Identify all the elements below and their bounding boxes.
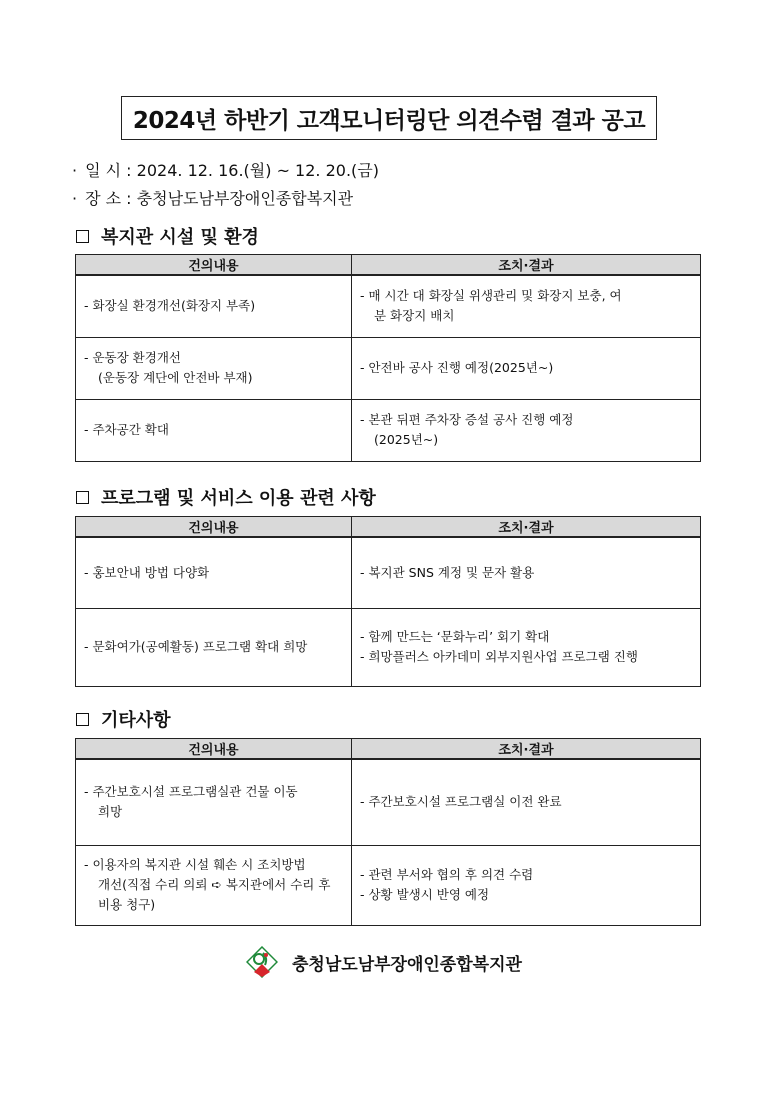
cell-line: - 운동장 환경개선 xyxy=(84,350,181,365)
page-title: 2024년 하반기 고객모니터링단 의견수렴 결과 공고 xyxy=(121,96,657,140)
table-row xyxy=(76,337,701,399)
footer-org xyxy=(246,946,522,978)
action-cell xyxy=(352,275,701,337)
section-heading-text: 기타사항 xyxy=(101,710,171,731)
column-header-suggestion: 건의내용 xyxy=(76,255,352,276)
cell-line: - 문화여가(공예활동) 프로그램 확대 희망 xyxy=(84,639,308,654)
column-header-suggestion: 건의내용 xyxy=(76,517,352,538)
cell-line: - 매 시간 대 화장실 위생관리 및 화장지 보충, 여 xyxy=(360,288,622,304)
column-header-action: 조치·결과 xyxy=(352,517,701,538)
column-header-action: 조치·결과 xyxy=(352,739,701,760)
table-row xyxy=(76,845,701,925)
place-label: 장 소 : xyxy=(85,189,132,208)
action-cell xyxy=(352,845,701,925)
bullet-dot: · xyxy=(72,161,78,180)
cell-line: 분 화장지 배치 xyxy=(374,308,455,324)
suggestion-cell xyxy=(76,399,352,461)
cell-line: - 주간보호시설 프로그램실관 건물 이동 xyxy=(84,784,298,800)
action-cell xyxy=(352,759,701,845)
cell-line: - 상황 발생시 반영 예정 xyxy=(360,887,490,902)
section-heading-etc xyxy=(76,706,171,732)
cell-line: - 함께 만드는 ‘문화누리’ 회기 확대 xyxy=(360,629,550,644)
section-heading-program xyxy=(76,484,376,510)
cell-line: - 관련 부서와 협의 후 의견 수렴 xyxy=(360,867,534,882)
table-row xyxy=(76,275,701,337)
cell-line: - 복지관 SNS 계정 및 문자 활용 xyxy=(360,564,535,580)
checkbox-square-icon xyxy=(76,230,89,243)
cell-line: - 홍보안내 방법 다양화 xyxy=(84,564,210,580)
footer-org-name: 충청남도남부장애인종합복지관 xyxy=(292,954,522,975)
cell-line: - 주간보호시설 프로그램실 이전 완료 xyxy=(360,794,562,810)
checkbox-square-icon xyxy=(76,491,89,504)
section-heading-text: 복지관 시설 및 환경 xyxy=(101,227,259,248)
date-label: 일 시 : xyxy=(85,161,132,180)
column-header-action: 조치·결과 xyxy=(352,255,701,276)
suggestion-cell xyxy=(76,337,352,399)
cell-line: 희망 xyxy=(98,804,123,820)
facility-table xyxy=(75,254,701,462)
date-value: 2024. 12. 16.(월) ~ 12. 20.(금) xyxy=(136,161,379,180)
place-value: 충청남도남부장애인종합복지관 xyxy=(136,189,354,208)
etc-table xyxy=(75,738,701,926)
cell-line: - 이용자의 복지관 시설 훼손 시 조치방법 xyxy=(84,857,306,872)
suggestion-cell xyxy=(76,608,352,686)
cell-line: (2025년~) xyxy=(374,432,439,447)
suggestion-cell xyxy=(76,759,352,845)
cell-line: - 화장실 환경개선(화장지 부족) xyxy=(84,298,256,314)
table-row xyxy=(76,759,701,845)
table-row xyxy=(76,537,701,608)
column-header-suggestion: 건의내용 xyxy=(76,739,352,760)
meta-place xyxy=(72,186,353,209)
cell-line: 개선(직접 수리 의뢰 ➪ 복지관에서 수리 후 xyxy=(98,877,331,892)
cell-line: 비용 청구) xyxy=(98,897,156,912)
checkbox-square-icon xyxy=(76,713,89,726)
cell-line: - 희망플러스 아카데미 외부지원사업 프로그램 진행 xyxy=(360,649,638,664)
cell-line: - 안전바 공사 진행 예정(2025년~) xyxy=(360,360,554,375)
program-table xyxy=(75,516,701,687)
cell-line: (운동장 계단에 안전바 부재) xyxy=(98,370,253,385)
cell-line: - 주차공간 확대 xyxy=(84,422,169,437)
section-heading-text: 프로그램 및 서비스 이용 관련 사항 xyxy=(101,488,376,509)
action-cell xyxy=(352,537,701,608)
bullet-dot: · xyxy=(72,189,78,208)
suggestion-cell xyxy=(76,275,352,337)
action-cell xyxy=(352,337,701,399)
cell-line: - 본관 뒤편 주차장 증설 공사 진행 예정 xyxy=(360,412,574,427)
action-cell xyxy=(352,608,701,686)
action-cell xyxy=(352,399,701,461)
meta-date xyxy=(72,158,379,181)
suggestion-cell xyxy=(76,845,352,925)
suggestion-cell xyxy=(76,537,352,608)
table-row xyxy=(76,608,701,686)
section-heading-facility xyxy=(76,223,259,249)
welfare-center-logo-icon xyxy=(246,946,278,978)
table-row xyxy=(76,399,701,461)
